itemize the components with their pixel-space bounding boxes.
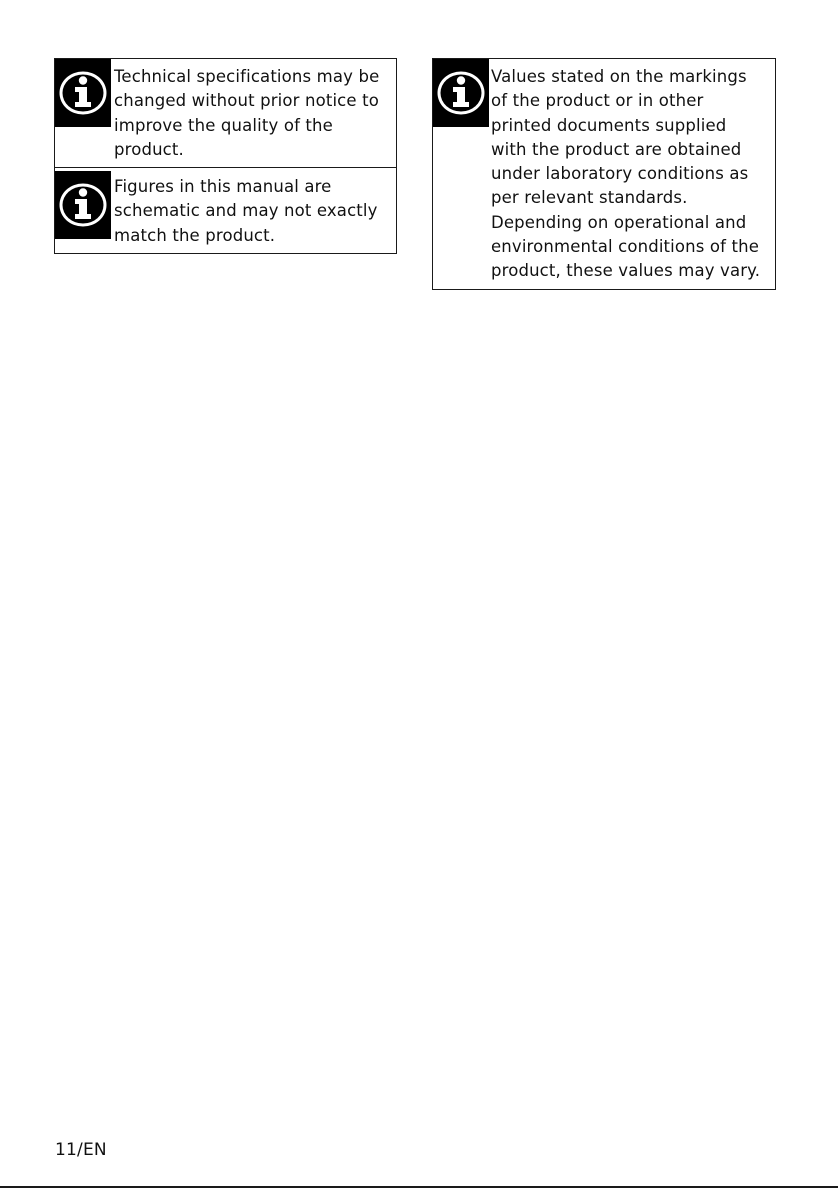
page-number: 11/EN xyxy=(55,1140,107,1160)
note-line: of the product or in other xyxy=(491,91,704,111)
note-line: with the product are obtained xyxy=(491,139,742,159)
note-figures-schematic xyxy=(55,171,396,253)
left-note-box xyxy=(54,58,397,254)
note-line: Figures in this manual are xyxy=(114,177,332,196)
note-divider xyxy=(55,167,396,168)
note-line: per relevant standards. xyxy=(491,188,688,208)
info-icon xyxy=(433,59,489,127)
note-line: printed documents supplied xyxy=(491,115,727,135)
note-line: Technical specifications may be xyxy=(114,67,380,86)
right-note-box xyxy=(432,58,776,290)
info-icon xyxy=(55,171,111,239)
note-line: changed without prior notice to xyxy=(114,91,379,111)
note-line: match the product. xyxy=(114,225,276,245)
info-icon xyxy=(55,59,111,127)
note-technical-specifications xyxy=(55,59,396,166)
note-line: under laboratory conditions as xyxy=(491,164,749,184)
note-line: product, these values may vary. xyxy=(491,261,761,281)
note-line: environmental conditions of the xyxy=(491,237,760,257)
note-line: Depending on operational and xyxy=(491,212,747,232)
note-values-stated xyxy=(433,59,775,289)
note-line: schematic and may not exactly xyxy=(114,201,378,221)
note-line: product. xyxy=(114,139,184,159)
footer-rule xyxy=(0,1186,838,1188)
note-line: Values stated on the markings xyxy=(491,67,747,86)
note-line: improve the quality of the xyxy=(114,115,333,135)
